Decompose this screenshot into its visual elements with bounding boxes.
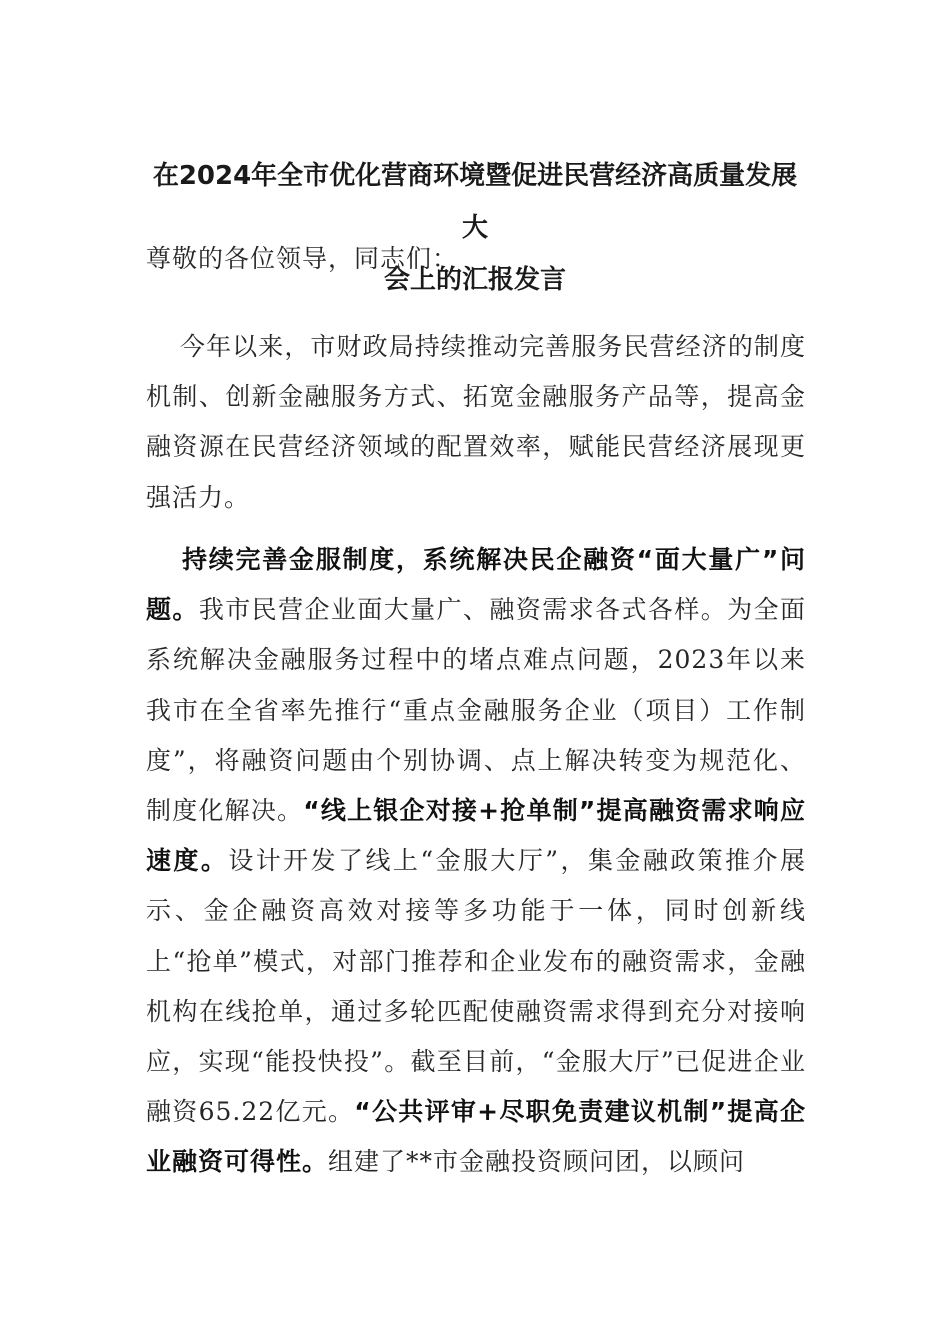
section-text-3: 组建了**市金融投资顾问团，以顾问 bbox=[328, 1147, 746, 1177]
intro-paragraph: 今年以来，市财政局持续推动完善服务民营经济的制度机制、创新金融服务方式、拓宽金融服务产品等，提高金融资源在民营经济领域的配置效率，赋能民营经济展现更强活力。 bbox=[146, 332, 806, 512]
title-line-2: 会上的汇报发言 bbox=[383, 265, 566, 295]
section-heading-2: “线上银企对接+抢单制”提高融资需求响应速度。 bbox=[146, 796, 806, 876]
section-text-2: 设计开发了线上“金服大厅”，集金融政策推介展示、金企融资高效对接等多功能于一体，同时创新线上“抢单”模式，对部门推荐和企业发布的融资需求，金融机构在线抢单，通过多轮匹配使融资需求得到充分对接响应，实现“能投快投”。截至目前，“金服大厅”已促进企业融资65.22亿元。 bbox=[146, 846, 806, 1127]
section-paragraph bbox=[146, 535, 806, 1188]
salutation: 尊敬的各位领导，同志们： bbox=[146, 244, 459, 273]
section-heading-3: “公共评审+尽职免责建议机制”提高企业融资可得性。 bbox=[146, 1097, 806, 1177]
section-text-1: 我市民营企业面大量广、融资需求各式各样。为全面系统解决金融服务过程中的堵点难点问题，2023年以来我市在全省率先推行“重点金融服务企业（项目）工作制度”，将融资问题由个别协调、点上解决转变为规范化、制度化解决。 bbox=[146, 595, 807, 826]
title-line-1: 在2024年全市优化营商环境暨促进民营经济高质量发展大 bbox=[152, 161, 798, 243]
section-heading-1: 持续完善金服制度，系统解决民企融资“面大量广”问题。 bbox=[146, 545, 806, 625]
